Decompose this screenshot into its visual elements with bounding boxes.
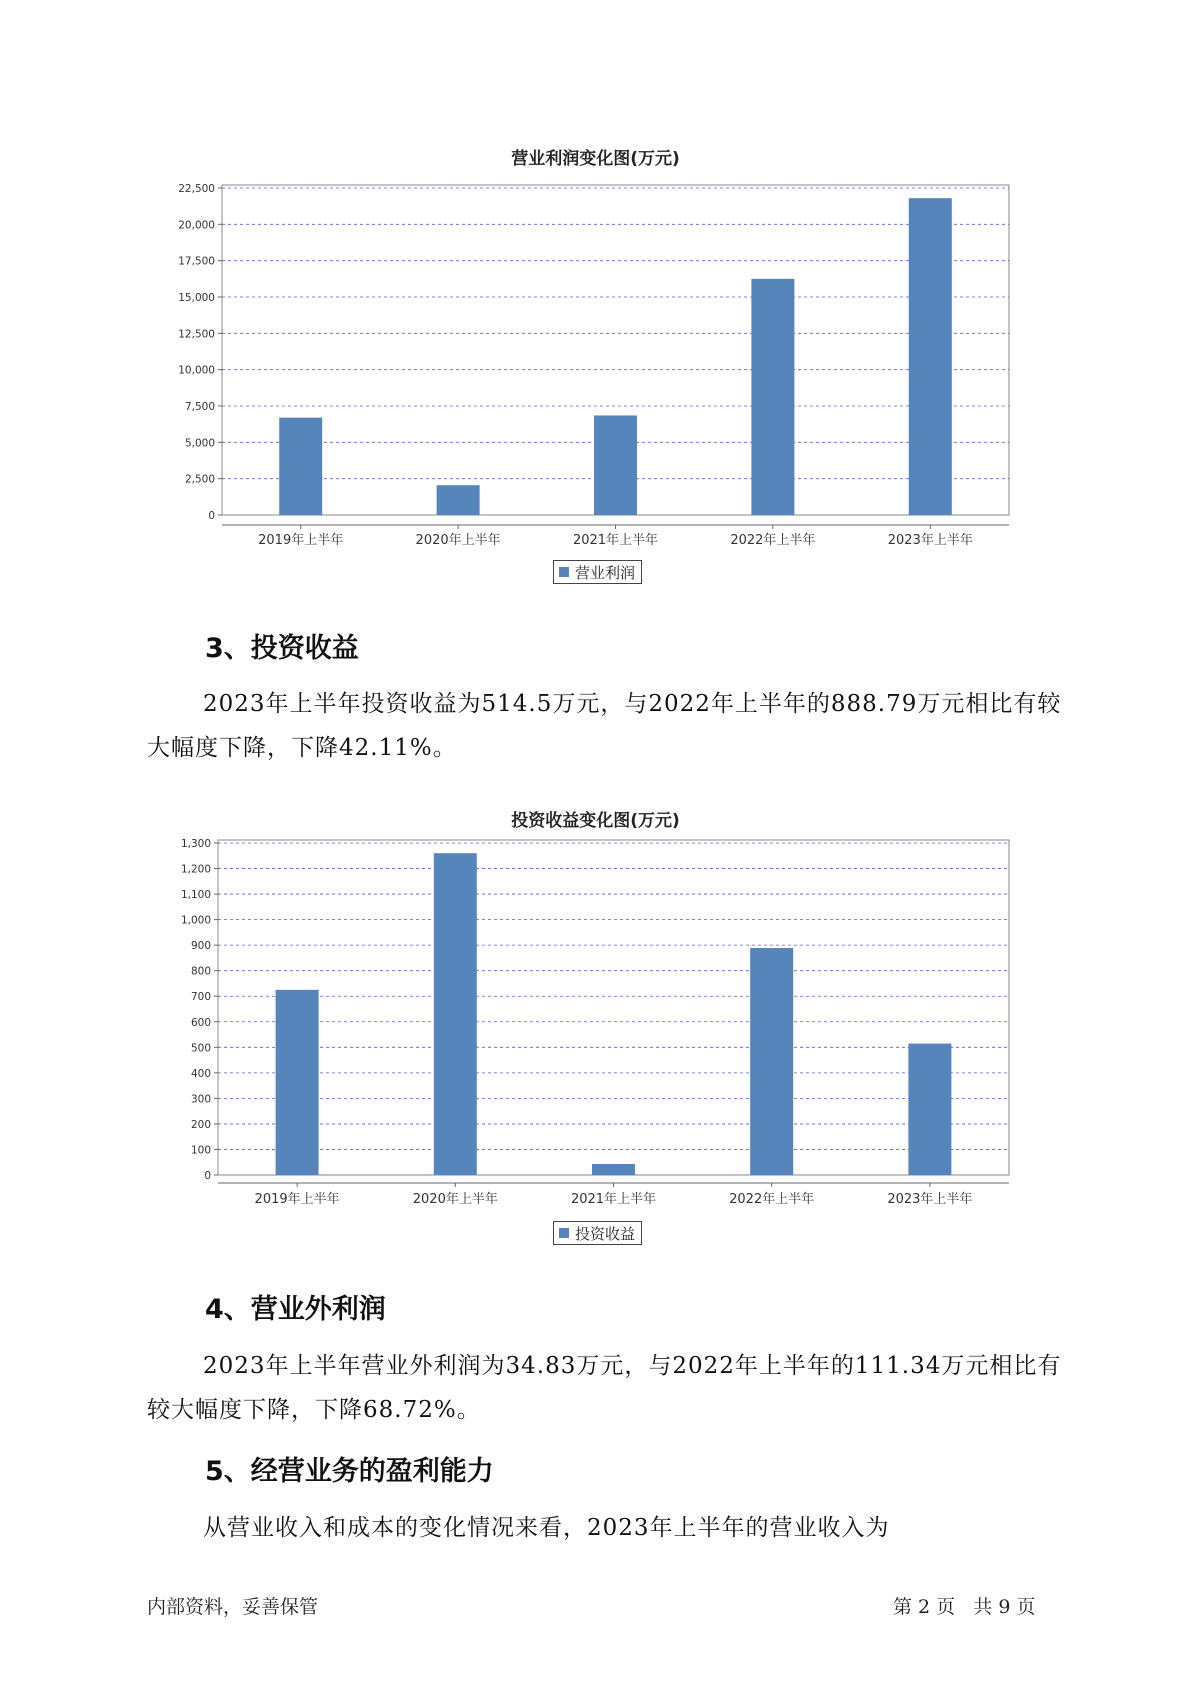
x-tick-label: 2021年上半年 xyxy=(570,1192,657,1207)
section5-paragraph: 从营业收入和成本的变化情况来看，2023年上半年的营业收入为 xyxy=(203,1515,890,1541)
y-tick-label: 12,500 xyxy=(178,328,215,341)
y-tick-label: 10,000 xyxy=(178,364,215,377)
legend-swatch xyxy=(559,1228,569,1238)
x-tick-label: 2023年上半年 xyxy=(887,533,973,548)
x-tick-label: 2022年上半年 xyxy=(730,533,816,548)
y-tick-label: 600 xyxy=(190,1016,211,1029)
y-tick-label: 200 xyxy=(190,1118,211,1131)
plot-area xyxy=(218,840,1009,1175)
y-tick-label: 1,000 xyxy=(180,914,211,927)
chart2-title: 投资收益变化图(万元) xyxy=(511,811,680,831)
bar xyxy=(908,1044,951,1175)
y-tick-label: 5,000 xyxy=(184,437,215,450)
chart2-legend xyxy=(553,1221,642,1245)
chart1-legend-label: 营业利润 xyxy=(575,563,636,582)
y-tick-label: 0 xyxy=(208,510,215,522)
bar xyxy=(750,948,793,1175)
y-tick-label: 2,500 xyxy=(184,473,215,486)
x-tick-label: 2021年上半年 xyxy=(572,533,659,548)
x-tick-label: 2020年上半年 xyxy=(415,533,501,548)
x-tick-label: 2023年上半年 xyxy=(887,1192,973,1207)
x-tick-label: 2019年上半年 xyxy=(258,533,344,548)
y-tick-label: 22,500 xyxy=(178,183,215,195)
section4-paragraph: 2023年上半年营业外利润为34.83万元，与2022年上半年的111.34万元相比有较大幅度下降，下降68.72%。 xyxy=(147,1353,1062,1423)
y-tick-label: 20,000 xyxy=(178,219,215,232)
y-tick-label: 700 xyxy=(190,991,211,1004)
y-tick-label: 7,500 xyxy=(184,401,215,413)
bar xyxy=(434,853,477,1175)
y-tick-label: 300 xyxy=(190,1093,211,1106)
section3-heading: 3、投资收益 xyxy=(205,633,359,664)
y-tick-label: 400 xyxy=(190,1067,211,1080)
bar xyxy=(592,1164,635,1175)
section4-heading: 4、营业外利润 xyxy=(205,1294,386,1325)
y-tick-label: 100 xyxy=(190,1144,211,1157)
x-tick-label: 2022年上半年 xyxy=(729,1192,815,1207)
bar xyxy=(276,990,319,1175)
y-tick-label: 17,500 xyxy=(178,255,215,268)
y-tick-label: 0 xyxy=(204,1170,211,1182)
chart2-legend-label: 投资收益 xyxy=(575,1224,636,1243)
y-tick-label: 800 xyxy=(190,965,211,978)
chart1-title: 营业利润变化图(万元) xyxy=(511,149,680,169)
x-tick-label: 2020年上半年 xyxy=(412,1192,498,1207)
y-tick-label: 1,300 xyxy=(180,838,211,850)
y-tick-label: 900 xyxy=(190,940,211,953)
footer-left: 内部资料，妥善保管 xyxy=(147,1596,319,1618)
y-tick-label: 1,200 xyxy=(180,863,211,876)
y-tick-label: 500 xyxy=(190,1042,211,1055)
section3-paragraph: 2023年上半年投资收益为514.5万元，与2022年上半年的888.79万元相比有较大幅度下降，下降42.11%。 xyxy=(147,691,1062,761)
y-tick-label: 15,000 xyxy=(178,292,215,304)
x-tick-label: 2019年上半年 xyxy=(254,1192,340,1207)
section5-heading: 5、经营业务的盈利能力 xyxy=(205,1456,494,1487)
y-tick-label: 1,100 xyxy=(180,889,211,902)
footer-page-number: 第 2 页 共 9 页 xyxy=(893,1596,1036,1618)
